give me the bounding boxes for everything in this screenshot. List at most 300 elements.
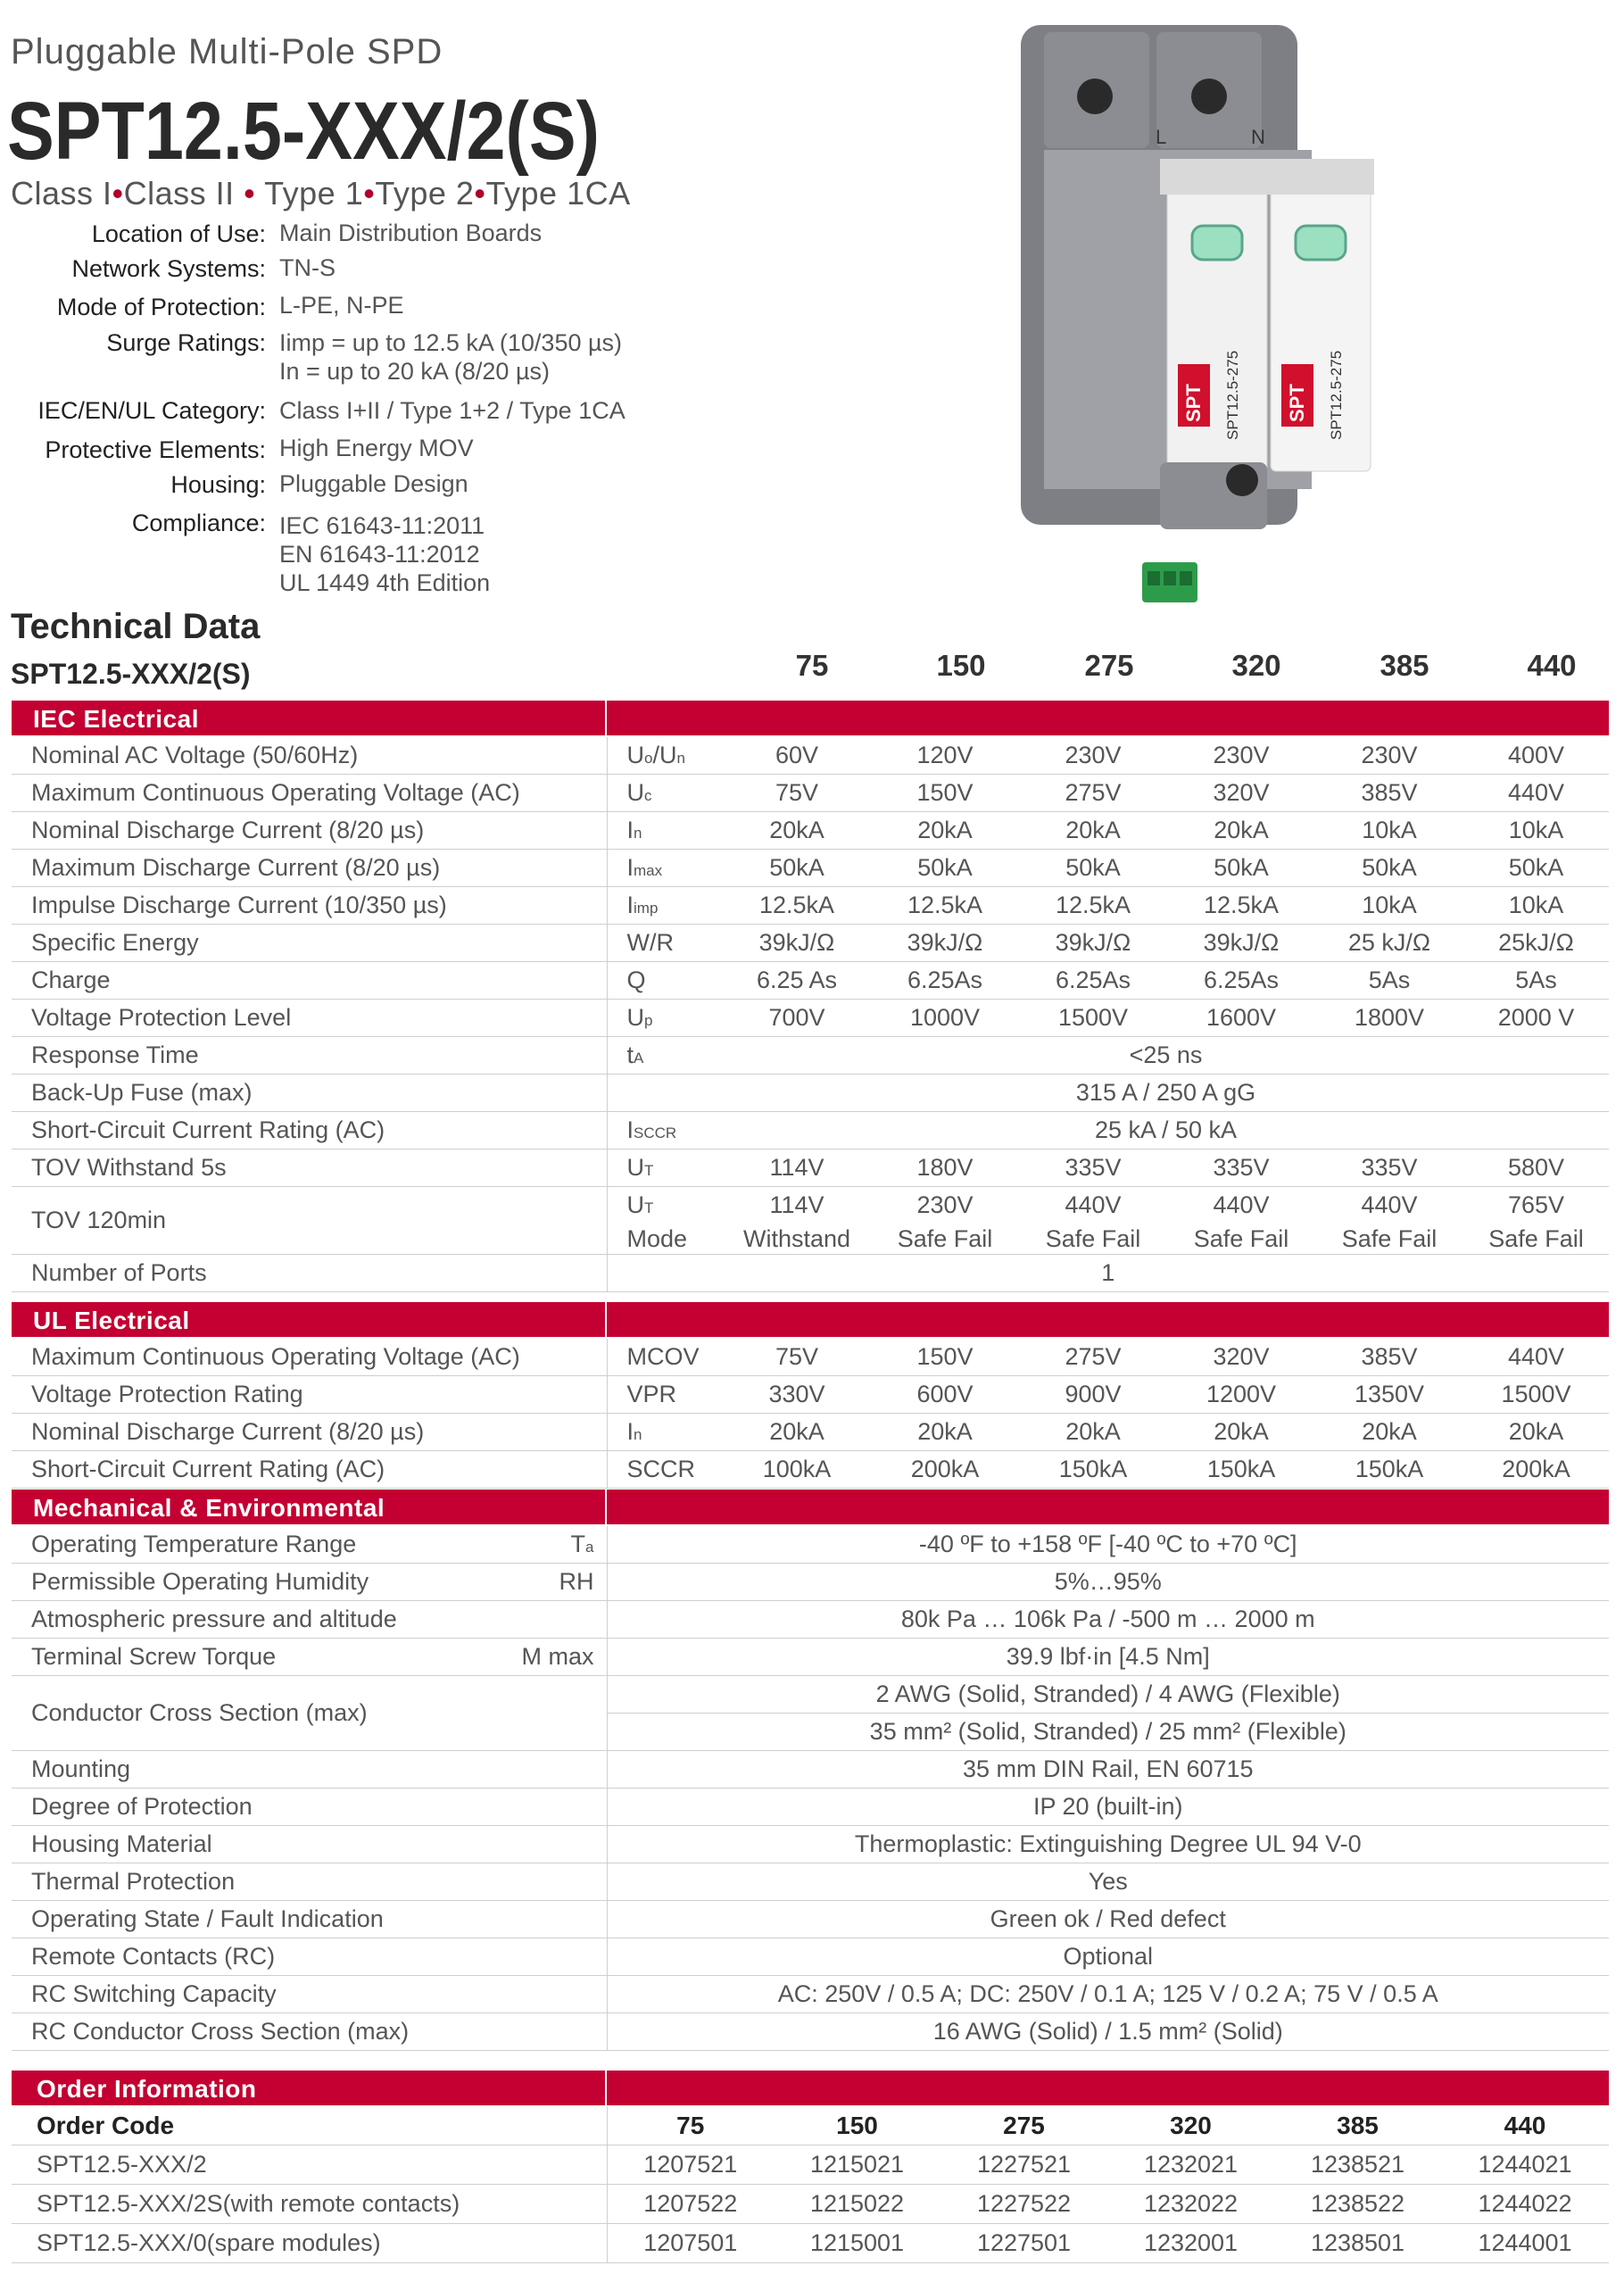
order-code: 1244022 (1441, 2185, 1609, 2224)
order-label: SPT12.5-XXX/2 (12, 2145, 607, 2185)
value-cell: 60V (723, 737, 871, 775)
value-cell: 5As (1463, 962, 1609, 1000)
value-cell: 150kA (1019, 1451, 1167, 1489)
value-cell: 385V (1315, 1339, 1463, 1376)
column-header: 275 (940, 2106, 1107, 2145)
mode-label: Mode (607, 1224, 723, 1255)
value-cell: 150kA (1315, 1451, 1463, 1489)
class-1: Class I (11, 175, 112, 212)
value-cell: 180V (871, 1149, 1019, 1187)
row-label: Specific Energy (12, 925, 607, 962)
row-label: TOV 120min (12, 1187, 607, 1255)
product-subtitle: Pluggable Multi-Pole SPD (11, 32, 443, 71)
symbol: U (626, 779, 644, 806)
value-cell: 440V (1463, 775, 1609, 812)
column-header: 75 (795, 649, 829, 682)
class-line (11, 175, 631, 212)
table-row (12, 850, 1609, 887)
symbol-subscript: n (634, 1426, 642, 1443)
row-label: Atmospheric pressure and altitude (31, 1606, 397, 1632)
technical-model: SPT12.5-XXX/2(S) (11, 658, 251, 690)
symbol: /U (652, 742, 677, 768)
value-cell: 315 A / 250 A gG (723, 1075, 1609, 1112)
value-cell: 200kA (1463, 1451, 1609, 1489)
section-band-iec (12, 701, 1609, 735)
symbol-cell (607, 1376, 723, 1414)
value-cell: Yes (607, 1863, 1609, 1901)
row-label-cell (12, 1526, 607, 1564)
table-row (12, 1863, 1609, 1901)
value-cell: 10kA (1315, 812, 1463, 850)
value-cell: 230V (1019, 737, 1167, 775)
row-label: Thermal Protection (12, 1863, 607, 1901)
order-code: 1238501 (1274, 2224, 1441, 2263)
order-label: SPT12.5-XXX/2S(with remote contacts) (12, 2185, 607, 2224)
symbol-cell (607, 1187, 723, 1224)
column-header: 320 (1107, 2106, 1274, 2145)
symbol: Q (626, 967, 646, 993)
ul-table (12, 1339, 1609, 1489)
value-cell: 50kA (1315, 850, 1463, 887)
value-cell: 25 kJ/Ω (1315, 925, 1463, 962)
section-title: UL Electrical (33, 1307, 190, 1334)
value-cell: 20kA (871, 812, 1019, 850)
column-header: 385 (1380, 649, 1429, 682)
value-cell: 20kA (1167, 1414, 1315, 1451)
info-value: High Energy MOV (279, 435, 474, 461)
row-label: Nominal Discharge Current (8/20 µs) (12, 812, 607, 850)
table-row (12, 1976, 1609, 2013)
symbol-subscript: SCCR (634, 1125, 677, 1141)
value-cell: 10kA (1463, 887, 1609, 925)
value-cell: 80k Pa … 106k Pa / -500 m … 2000 m (607, 1601, 1609, 1639)
symbol-cell (607, 775, 723, 812)
value-cell: 1500V (1019, 1000, 1167, 1037)
value-cell: 10kA (1463, 812, 1609, 850)
row-label: Short-Circuit Current Rating (AC) (12, 1112, 607, 1149)
value-cell: 700V (723, 1000, 871, 1037)
row-label: Impulse Discharge Current (10/350 µs) (12, 887, 607, 925)
symbol-subscript: imp (634, 900, 659, 917)
info-value: IEC 61643-11:2011 (279, 512, 485, 539)
value-cell: 200kA (871, 1451, 1019, 1489)
module-text: SPT12.5-275 (1328, 350, 1345, 440)
table-row (12, 1639, 1609, 1676)
value-cell: <25 ns (723, 1037, 1609, 1075)
symbol (522, 1643, 607, 1671)
value-cell: 12.5kA (1019, 887, 1167, 925)
value-cell: 75V (723, 775, 871, 812)
connector-slot (1180, 571, 1192, 585)
value-cell: 765V (1507, 1191, 1565, 1218)
class-sep: • (234, 175, 265, 212)
info-key: Protective Elements: (45, 436, 266, 463)
symbol-subscript: n (676, 750, 685, 767)
symbol: U (626, 1191, 644, 1218)
value-cell: 1000V (871, 1000, 1019, 1037)
value-cell: 440V (1213, 1191, 1270, 1218)
table-row (12, 1451, 1609, 1489)
row-label: Remote Contacts (RC) (12, 1938, 607, 1976)
symbol-cell (607, 1000, 723, 1037)
value-cell: 6.25As (871, 962, 1019, 1000)
order-code: 1227522 (940, 2185, 1107, 2224)
value-cell: 275V (1019, 1339, 1167, 1376)
info-value: UL 1449 4th Edition (279, 569, 491, 596)
order-header-row (12, 2106, 1609, 2145)
order-code: 1215022 (774, 2185, 940, 2224)
order-code: 1215021 (774, 2145, 940, 2185)
value-cell: Green ok / Red defect (607, 1901, 1609, 1938)
section-band-mech (12, 1490, 1609, 1524)
table-row (12, 2013, 1609, 2051)
table-row (12, 1788, 1609, 1826)
order-code: 1227521 (940, 2145, 1107, 2185)
table-row (12, 1075, 1609, 1112)
column-header: 75 (607, 2106, 774, 2145)
order-code: 1207501 (607, 2224, 774, 2263)
value-cell: 400V (1463, 737, 1609, 775)
symbol-cell (607, 1112, 723, 1149)
info-value: Class I+II / Type 1+2 / Type 1CA (279, 397, 626, 424)
value-cell: 12.5kA (871, 887, 1019, 925)
brand-text: SPT (1182, 384, 1205, 422)
table-row (12, 1187, 1609, 1224)
symbol-subscript: A (634, 1050, 644, 1066)
value-cell: 35 mm DIN Rail, EN 60715 (607, 1751, 1609, 1788)
value-cell: 12.5kA (723, 887, 871, 925)
class-sep: • (112, 175, 124, 212)
terminal-label-l: L (1156, 126, 1167, 148)
value-cell: 1500V (1463, 1376, 1609, 1414)
value-cell: -40 ºF to +158 ºF [-40 ºC to +70 ºC] (607, 1526, 1609, 1564)
mode-cell: Safe Fail (871, 1224, 1019, 1255)
row-label: Nominal AC Voltage (50/60Hz) (12, 737, 607, 775)
row-label: Housing Material (12, 1826, 607, 1863)
value-cell: 2000 V (1463, 1000, 1609, 1037)
value-cell: 150V (871, 775, 1019, 812)
table-row (12, 1826, 1609, 1863)
symbol-cell (607, 1075, 723, 1112)
value-cell: 39kJ/Ω (871, 925, 1019, 962)
info-key: Mode of Protection: (56, 294, 266, 320)
value-cell: 335V (1167, 1149, 1315, 1187)
row-label: Permissible Operating Humidity (31, 1568, 369, 1595)
symbol: t (626, 1042, 634, 1068)
row-label-cell (12, 1564, 607, 1601)
table-row (12, 812, 1609, 850)
table-row (12, 1000, 1609, 1037)
symbol-text: RH (559, 1568, 594, 1595)
band-divider (605, 1302, 607, 1337)
row-label: Short-Circuit Current Rating (AC) (12, 1451, 607, 1489)
order-code: 1238521 (1274, 2145, 1441, 2185)
value-cell: 25kJ/Ω (1463, 925, 1609, 962)
table-row (12, 1037, 1609, 1075)
table-row (12, 1149, 1609, 1187)
type-1ca: Type 1CA (485, 175, 631, 212)
symbol-subscript: a (585, 1539, 594, 1556)
row-label: Number of Ports (12, 1255, 607, 1292)
module-top (1160, 159, 1374, 195)
value-cell: 39kJ/Ω (1167, 925, 1315, 962)
table-row (12, 1564, 1609, 1601)
value-cell: 35 mm² (Solid, Stranded) / 25 mm² (Flexible) (607, 1714, 1609, 1751)
symbol-text: M max (521, 1643, 594, 1670)
order-code: 1232021 (1107, 2145, 1274, 2185)
symbol-cell (607, 1414, 723, 1451)
row-label: Maximum Continuous Operating Voltage (AC) (12, 1339, 607, 1376)
symbol: MCOV (626, 1343, 700, 1370)
table-row (12, 737, 1609, 775)
symbol: I (626, 854, 634, 881)
value-cell: 114V (723, 1149, 871, 1187)
value-cell: 50kA (1167, 850, 1315, 887)
info-key: Compliance: (131, 510, 266, 536)
mech-table (12, 1526, 1609, 2051)
column-header: 150 (936, 649, 986, 682)
value-cell: 600V (871, 1376, 1019, 1414)
row-label-cell (12, 1639, 607, 1676)
table-row (12, 1376, 1609, 1414)
symbol-subscript: o (644, 750, 653, 767)
value-cell: IP 20 (built-in) (607, 1788, 1609, 1826)
symbol: I (626, 817, 634, 843)
value-cell: 320V (1167, 775, 1315, 812)
table-row (12, 887, 1609, 925)
symbol-subscript: n (634, 825, 642, 842)
symbol: U (626, 1154, 644, 1181)
info-key: Location of Use: (91, 220, 266, 247)
table-row (12, 1938, 1609, 1976)
symbol-subscript: c (644, 787, 652, 804)
value-cell: 120V (871, 737, 1019, 775)
screw-icon (1077, 79, 1113, 114)
section-band-order (12, 2071, 1609, 2105)
value-cell: 20kA (1463, 1414, 1609, 1451)
table-row (12, 1414, 1609, 1451)
value-cell: 230V (1315, 737, 1463, 775)
technical-data-title: Technical Data (11, 607, 261, 646)
value-cell: 580V (1463, 1149, 1609, 1187)
symbol-cell (607, 925, 723, 962)
column-header: 440 (1441, 2106, 1609, 2145)
order-code: 1244021 (1441, 2145, 1609, 2185)
info-value: Pluggable Design (279, 470, 468, 497)
order-code-header: Order Code (12, 2106, 607, 2145)
value-cell: 900V (1019, 1376, 1167, 1414)
info-value: Iimp = up to 12.5 kA (10/350 µs) (279, 329, 623, 356)
value-cell: 20kA (1315, 1414, 1463, 1451)
symbol-cell (607, 812, 723, 850)
band-divider (605, 2071, 607, 2105)
value-cell: 335V (1019, 1149, 1167, 1187)
table-row (12, 1112, 1609, 1149)
info-value: In = up to 20 kA (8/20 µs) (279, 358, 550, 385)
section-title: Order Information (37, 2075, 257, 2103)
symbol: U (626, 742, 644, 768)
mode-cell: Safe Fail (1315, 1224, 1463, 1255)
info-key: Network Systems: (71, 255, 266, 282)
symbol-cell (607, 1037, 723, 1075)
order-label: SPT12.5-XXX/0(spare modules) (12, 2224, 607, 2263)
status-window-icon (1192, 226, 1242, 260)
table-row (12, 1751, 1609, 1788)
order-code: 1232001 (1107, 2224, 1274, 2263)
symbol (559, 1568, 607, 1596)
symbol (571, 1531, 607, 1558)
value-cell: 2 AWG (Solid, Stranded) / 4 AWG (Flexible) (607, 1676, 1609, 1714)
symbol-subscript: p (644, 1012, 653, 1029)
table-row (12, 962, 1609, 1000)
row-label-cell (12, 1601, 607, 1639)
value-cell: 25 kA / 50 kA (723, 1112, 1609, 1149)
row-label: Conductor Cross Section (max) (12, 1676, 607, 1751)
value-cell: 230V (916, 1191, 974, 1218)
product-title: SPT12.5-XXX/2(S) (7, 86, 600, 177)
value-cell: 100kA (723, 1451, 871, 1489)
table-row (12, 1255, 1609, 1292)
row-label: Degree of Protection (12, 1788, 607, 1826)
column-header: 275 (1084, 649, 1134, 682)
row-label: Maximum Continuous Operating Voltage (AC) (12, 775, 607, 812)
info-value: Main Distribution Boards (279, 220, 543, 246)
table-row (12, 925, 1609, 962)
symbol: I (626, 892, 634, 918)
value-cell: Thermoplastic: Extinguishing Degree UL 94 V-0 (607, 1826, 1609, 1863)
value-cell: 6.25As (1019, 962, 1167, 1000)
value-cell: AC: 250V / 0.5 A; DC: 250V / 0.1 A; 125 V / 0.2 A; 75 V / 0.5 A (607, 1976, 1609, 2013)
row-label: RC Conductor Cross Section (max) (12, 2013, 607, 2051)
brand-text: SPT (1286, 384, 1308, 422)
table-row (12, 1339, 1609, 1376)
table-row (12, 1901, 1609, 1938)
value-cell: 20kA (1167, 812, 1315, 850)
value-cell: 20kA (1019, 1414, 1167, 1451)
table-row (12, 2224, 1609, 2263)
value-cell: 50kA (1463, 850, 1609, 887)
value-cell: 330V (723, 1376, 871, 1414)
info-key: Surge Ratings: (106, 329, 266, 356)
value-cell: 114V (769, 1191, 824, 1218)
value-cell: 75V (723, 1339, 871, 1376)
value-cell: 20kA (1019, 812, 1167, 850)
section-band-ul (12, 1302, 1609, 1337)
status-window-icon (1296, 226, 1346, 260)
table-row (12, 1601, 1609, 1639)
connector-slot (1148, 571, 1160, 585)
symbol-cell (607, 1451, 723, 1489)
order-code: 1244001 (1441, 2224, 1609, 2263)
row-label: Terminal Screw Torque (31, 1643, 277, 1670)
value-cell: 335V (1315, 1149, 1463, 1187)
value-cell: 440V (1065, 1191, 1122, 1218)
mode-cell: Withstand (723, 1224, 871, 1255)
symbol: W/R (626, 929, 674, 956)
table-row (12, 775, 1609, 812)
value-cell: 10kA (1315, 887, 1463, 925)
value-cell: 50kA (871, 850, 1019, 887)
info-key: Housing: (170, 471, 266, 498)
value-cell: 16 AWG (Solid) / 1.5 mm² (Solid) (607, 2013, 1609, 2051)
type-2: Type 2 (375, 175, 475, 212)
value-cell: 20kA (723, 812, 871, 850)
value-cell: 5%…95% (607, 1564, 1609, 1601)
info-value: EN 61643-11:2012 (279, 541, 480, 568)
value-cell: 150kA (1167, 1451, 1315, 1489)
order-code: 1215001 (774, 2224, 940, 2263)
symbol-subscript: max (634, 862, 663, 879)
value-cell: 20kA (723, 1414, 871, 1451)
row-label: Response Time (12, 1037, 607, 1075)
band-divider (605, 1490, 607, 1524)
order-code: 1227501 (940, 2224, 1107, 2263)
value-cell: 1350V (1315, 1376, 1463, 1414)
mode-cell: Safe Fail (1167, 1224, 1315, 1255)
connector-slot (1164, 571, 1176, 585)
symbol-subscript: T (644, 1162, 654, 1179)
order-code: 1238522 (1274, 2185, 1441, 2224)
row-label: TOV Withstand 5s (12, 1149, 607, 1187)
value-cell: 12.5kA (1167, 887, 1315, 925)
value-cell: 6.25 As (723, 962, 871, 1000)
symbol-cell (607, 737, 723, 775)
mode-cell: Safe Fail (1019, 1224, 1167, 1255)
value-cell: 39.9 lbf·in [4.5 Nm] (607, 1639, 1609, 1676)
screw-icon (1226, 464, 1258, 496)
value-cell: 275V (1019, 775, 1167, 812)
value-cell: 1800V (1315, 1000, 1463, 1037)
value-cell: 440V (1361, 1191, 1418, 1218)
value-cell: 6.25As (1167, 962, 1315, 1000)
value-cell: 39kJ/Ω (1019, 925, 1167, 962)
value-cell: 230V (1167, 737, 1315, 775)
screw-icon (1191, 79, 1227, 114)
value-cell: 440V (1463, 1339, 1609, 1376)
order-code: 1207521 (607, 2145, 774, 2185)
value-cell: 1600V (1167, 1000, 1315, 1037)
row-label: Maximum Discharge Current (8/20 µs) (12, 850, 607, 887)
symbol-subscript: T (644, 1199, 654, 1216)
value-cell: 1200V (1167, 1376, 1315, 1414)
value-cell: 150V (871, 1339, 1019, 1376)
value-cell: 50kA (723, 850, 871, 887)
row-label: Charge (12, 962, 607, 1000)
symbol-cell (607, 887, 723, 925)
row-label: Operating State / Fault Indication (12, 1901, 607, 1938)
symbol: SCCR (626, 1456, 696, 1482)
value-cell: 320V (1167, 1339, 1315, 1376)
terminal-label-n: N (1251, 126, 1265, 148)
mode-cell: Safe Fail (1463, 1224, 1609, 1255)
iec-table (12, 737, 1609, 1292)
symbol-cell (607, 962, 723, 1000)
row-label: Nominal Discharge Current (8/20 µs) (12, 1414, 607, 1451)
table-row (12, 2145, 1609, 2185)
column-header: 440 (1527, 649, 1577, 682)
module-text: SPT12.5-275 (1224, 350, 1241, 440)
value-cell: 385V (1315, 775, 1463, 812)
section-title: Mechanical & Environmental (33, 1494, 385, 1522)
value-cell: Optional (607, 1938, 1609, 1976)
column-header: 320 (1231, 649, 1281, 682)
symbol: I (626, 1116, 634, 1143)
class-2: Class II (123, 175, 235, 212)
row-label: Voltage Protection Level (12, 1000, 607, 1037)
column-header: 385 (1274, 2106, 1441, 2145)
symbol-text: T (570, 1531, 586, 1557)
class-sep: • (363, 175, 376, 212)
